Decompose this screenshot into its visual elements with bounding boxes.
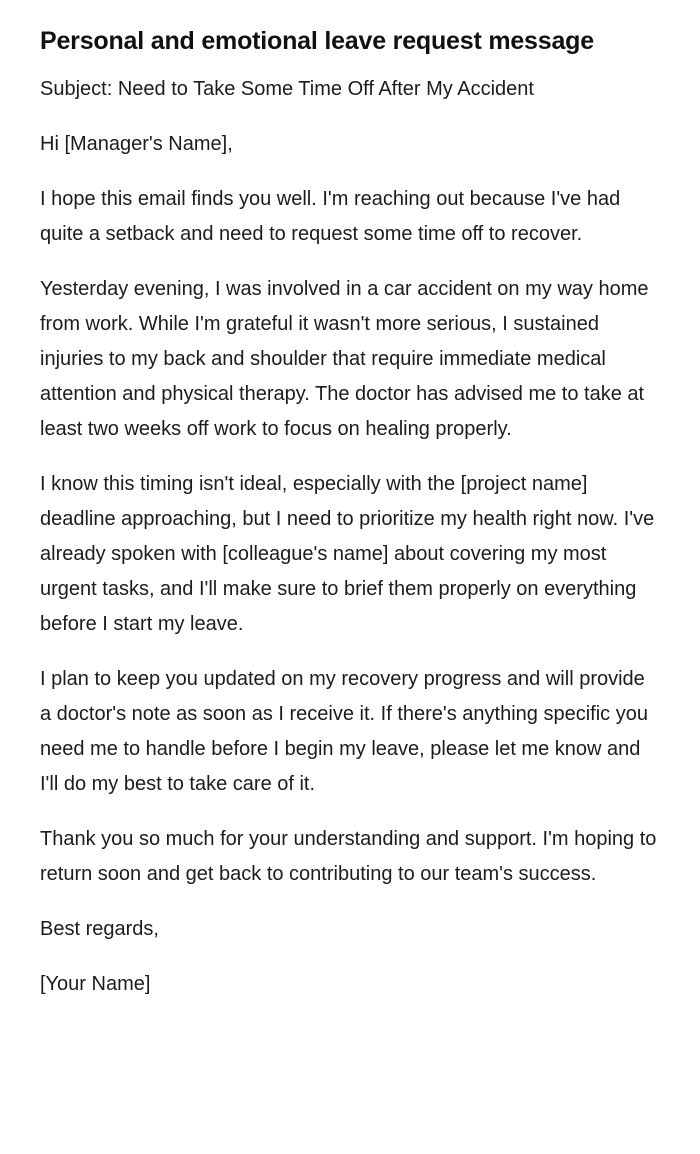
email-paragraph-accident: Yesterday evening, I was involved in a car accident on my way home from work. While I'm grateful it wasn't more serious, I sustained injuries to my back and shoulder that require immediate medical attention and physical therapy. The doctor has advised me to take at least two weeks off work to focus on healing properly. — [40, 278, 649, 440]
email-signature: [Your Name] — [40, 973, 151, 995]
email-greeting: Hi [Manager's Name], — [40, 133, 233, 155]
document-title: Personal and emotional leave request message — [40, 27, 594, 55]
email-paragraph-coverage: I know this timing isn't ideal, especially with the [project name] deadline approaching, but I need to prioritize my health right now. I've already spoken with [colleague's name] about covering my most urgent tasks, and I'll make sure to brief them properly on everything before I start my leave. — [40, 473, 655, 635]
email-paragraph-intro: I hope this email finds you well. I'm reaching out because I've had quite a setback and need to request some time off to recover. — [40, 188, 621, 245]
email-closing: Best regards, — [40, 918, 159, 940]
email-paragraph-thanks: Thank you so much for your understanding and support. I'm hoping to return soon and get back to contributing to our team's success. — [40, 828, 657, 885]
email-paragraph-updates: I plan to keep you updated on my recovery progress and will provide a doctor's note as soon as I receive it. If there's anything specific you need me to handle before I begin my leave, please let me know and I'll do my best to take care of it. — [40, 668, 648, 795]
email-subject-line: Subject: Need to Take Some Time Off After My Accident — [40, 78, 534, 100]
